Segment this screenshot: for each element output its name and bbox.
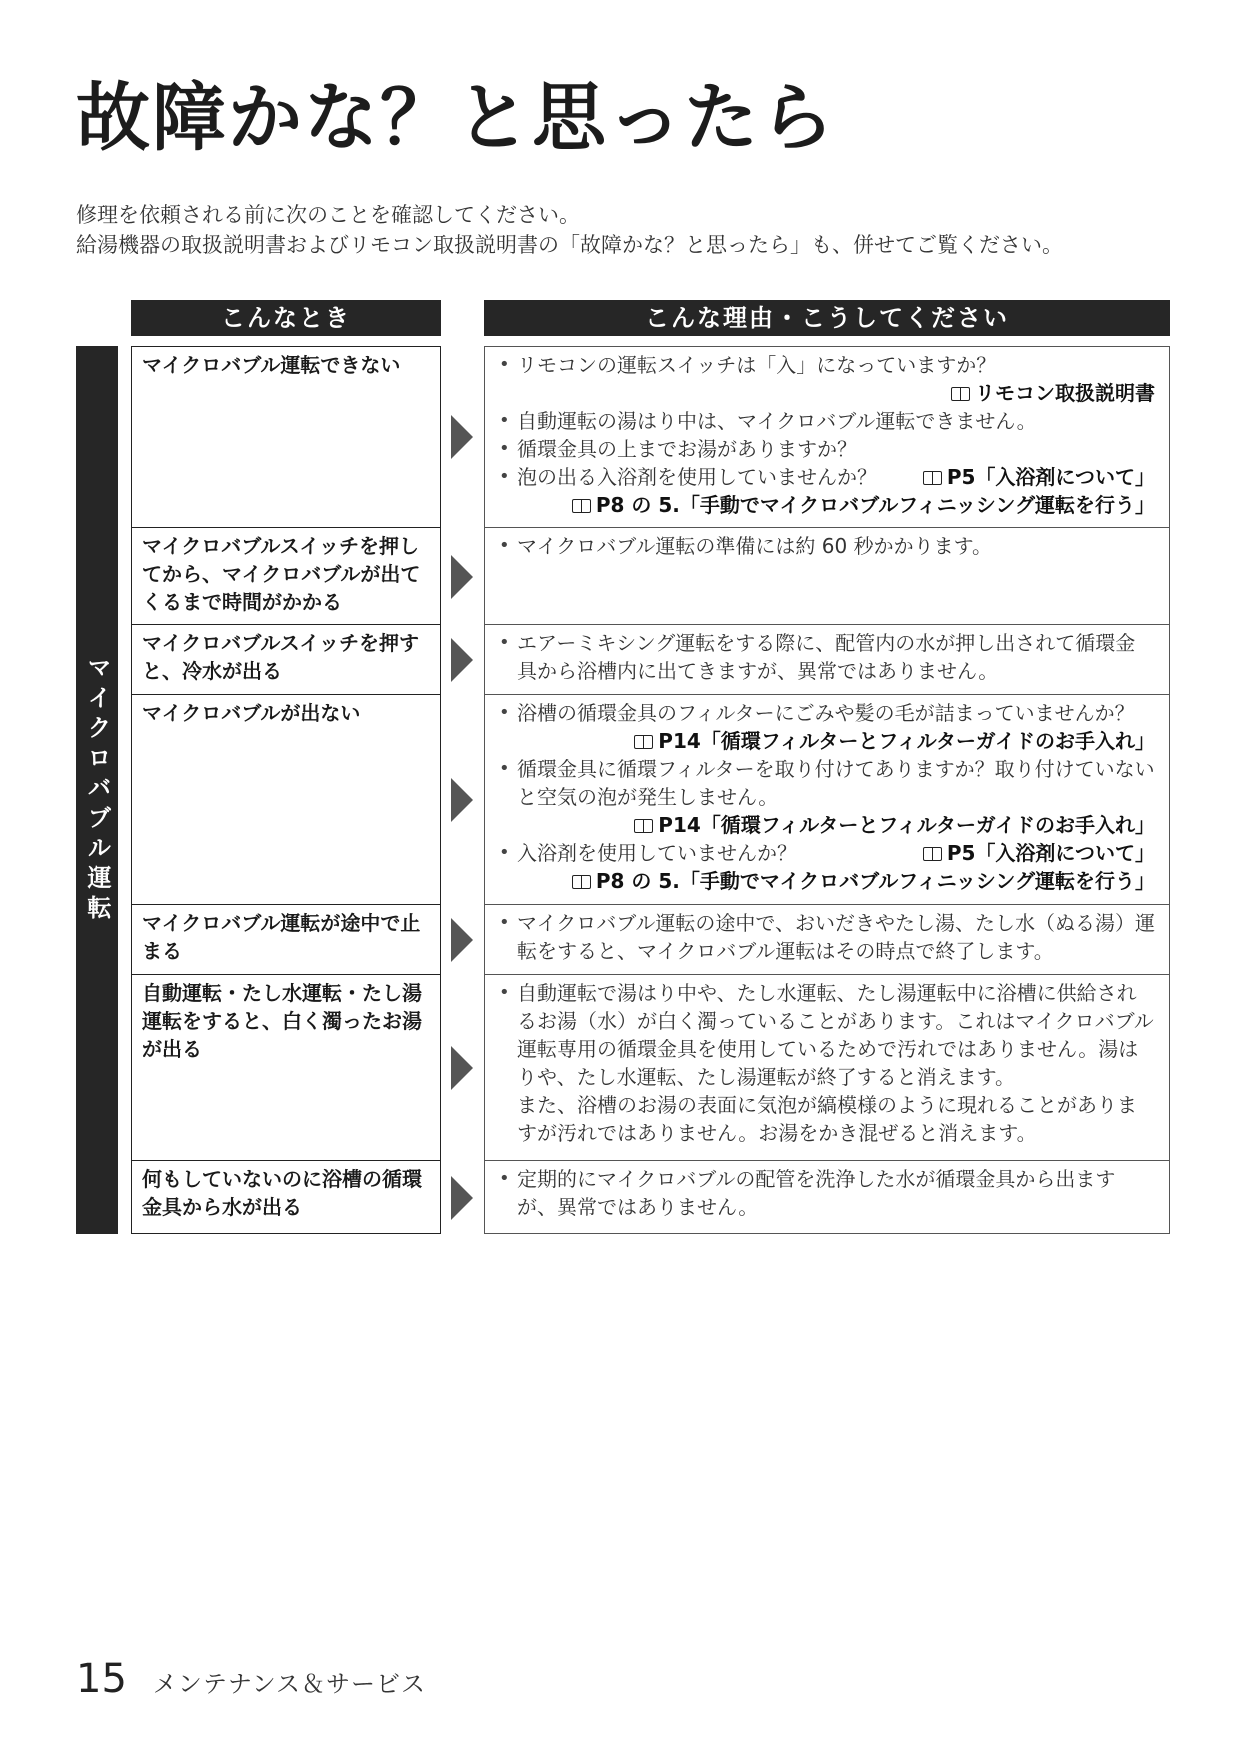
- remedy-item: • P5「入浴剤について」 入浴剤を使用していませんか？: [497, 839, 1155, 867]
- intro-text: [76, 200, 1063, 260]
- arrow-right-icon: [451, 1176, 473, 1220]
- arrow-right-icon: [451, 1046, 473, 1090]
- remedy-cell: [484, 695, 1170, 905]
- remedy-item: • 循環金具の上までお湯がありますか？: [497, 435, 1155, 463]
- page-reference[interactable]: • P5「入浴剤について」: [923, 463, 1155, 491]
- remedy-cell: [484, 625, 1170, 695]
- symptom-cell: 何もしていないのに浴槽の循環金具から水が出る: [131, 1161, 441, 1234]
- remedy-cell: [484, 975, 1170, 1161]
- category-text: マイクロバブル運転: [83, 655, 111, 925]
- symptom-cell: マイクロバブルスイッチを押してから、マイクロバブルが出てくるまで時間がかかる: [131, 528, 441, 625]
- remedy-item-continued: また、浴槽のお湯の表面に気泡が縞模様のように現れることがありますが汚れではありません。お湯をかき混ぜると消えます。: [517, 1093, 1137, 1145]
- page-footer: [76, 1656, 426, 1702]
- column-header-when: こんなとき: [131, 300, 441, 336]
- arrow-right-icon: [451, 638, 473, 682]
- remedy-item: • リモコンの運転スイッチは「入」になっていますか？: [497, 351, 1155, 379]
- symptom-cell: マイクロバブルが出ない: [131, 695, 441, 905]
- table-row: [131, 346, 1171, 528]
- table-row: [131, 625, 1171, 695]
- page-reference[interactable]: P8 の 5.「手動でマイクロバブルフィニッシング運転を行う」: [497, 491, 1155, 519]
- book-icon: [572, 499, 592, 513]
- arrow-right-icon: [451, 415, 473, 459]
- manual-reference[interactable]: リモコン取扱説明書: [497, 379, 1155, 407]
- book-icon: [634, 819, 654, 833]
- remedy-cell: [484, 905, 1170, 975]
- remedy-item: • P5「入浴剤について」 泡の出る入浴剤を使用していませんか？: [497, 463, 1155, 491]
- book-icon: [923, 471, 943, 485]
- table-row: [131, 528, 1171, 625]
- remedy-item: • 定期的にマイクロバブルの配管を洗浄した水が循環金具から出ますが、異常ではありません。: [497, 1165, 1155, 1221]
- book-icon: [951, 387, 971, 401]
- table-row: [131, 975, 1171, 1161]
- remedy-item: • 浴槽の循環金具のフィルターにごみや髪の毛が詰まっていませんか？: [497, 699, 1155, 727]
- page-number: 15: [76, 1656, 127, 1702]
- symptom-cell: マイクロバブルスイッチを押すと、冷水が出る: [131, 625, 441, 695]
- remedy-item: • マイクロバブル運転の途中で、おいだきやたし湯、たし水（ぬる湯）運転をすると、マイクロバブル運転はその時点で終了します。: [497, 909, 1155, 965]
- symptom-cell: マイクロバブル運転が途中で止まる: [131, 905, 441, 975]
- arrow-right-icon: [451, 778, 473, 822]
- remedy-cell: [484, 346, 1170, 528]
- symptom-cell: 自動運転・たし水運転・たし湯運転をすると、白く濁ったお湯が出る: [131, 975, 441, 1161]
- remedy-item: • エアーミキシング運転をする際に、配管内の水が押し出されて循環金具から浴槽内に出てきますが、異常ではありません。: [497, 629, 1155, 685]
- remedy-item: • 自動運転で湯はり中や、たし水運転、たし湯運転中に浴槽に供給されるお湯（水）が白く濁っていることがあります。これはマイクロバブル運転専用の循環金具を使用しているためで汚れではありません。湯はりや、たし水運転、たし湯運転が終了すると消えます。: [497, 979, 1155, 1091]
- book-icon: [923, 847, 943, 861]
- remedy-item: • マイクロバブル運転の準備には約 60 秒かかります。: [497, 532, 1155, 560]
- table-row: [131, 1161, 1171, 1234]
- page-reference[interactable]: P14「循環フィルターとフィルターガイドのお手入れ」: [497, 727, 1155, 755]
- column-header-reason: こんな理由・こうしてください: [484, 300, 1170, 336]
- intro-line-2: 給湯機器の取扱説明書およびリモコン取扱説明書の「故障かな？と思ったら」も、併せてご覧ください。: [76, 233, 1063, 257]
- arrow-right-icon: [451, 555, 473, 599]
- page-reference[interactable]: P14「循環フィルターとフィルターガイドのお手入れ」: [497, 811, 1155, 839]
- table-row: [131, 905, 1171, 975]
- book-icon: [572, 875, 592, 889]
- book-icon: [634, 735, 654, 749]
- arrow-right-icon: [451, 918, 473, 962]
- remedy-item: • 循環金具に循環フィルターを取り付けてありますか？取り付けていないと空気の泡が発生しません。: [497, 755, 1155, 811]
- symptom-cell: マイクロバブル運転できない: [131, 346, 441, 528]
- category-label: [76, 346, 118, 1234]
- remedy-cell: [484, 1161, 1170, 1234]
- page-title: 故障かな？と思ったら: [76, 75, 836, 161]
- page-reference[interactable]: • P5「入浴剤について」: [923, 839, 1155, 867]
- remedy-item: • 自動運転の湯はり中は、マイクロバブル運転できません。: [497, 407, 1155, 435]
- remedy-cell: [484, 528, 1170, 625]
- table-row: [131, 695, 1171, 905]
- intro-line-1: 修理を依頼される前に次のことを確認してください。: [76, 203, 580, 227]
- section-name: メンテナンス＆サービス: [152, 1670, 426, 1698]
- page-reference[interactable]: P8 の 5.「手動でマイクロバブルフィニッシング運転を行う」: [497, 867, 1155, 895]
